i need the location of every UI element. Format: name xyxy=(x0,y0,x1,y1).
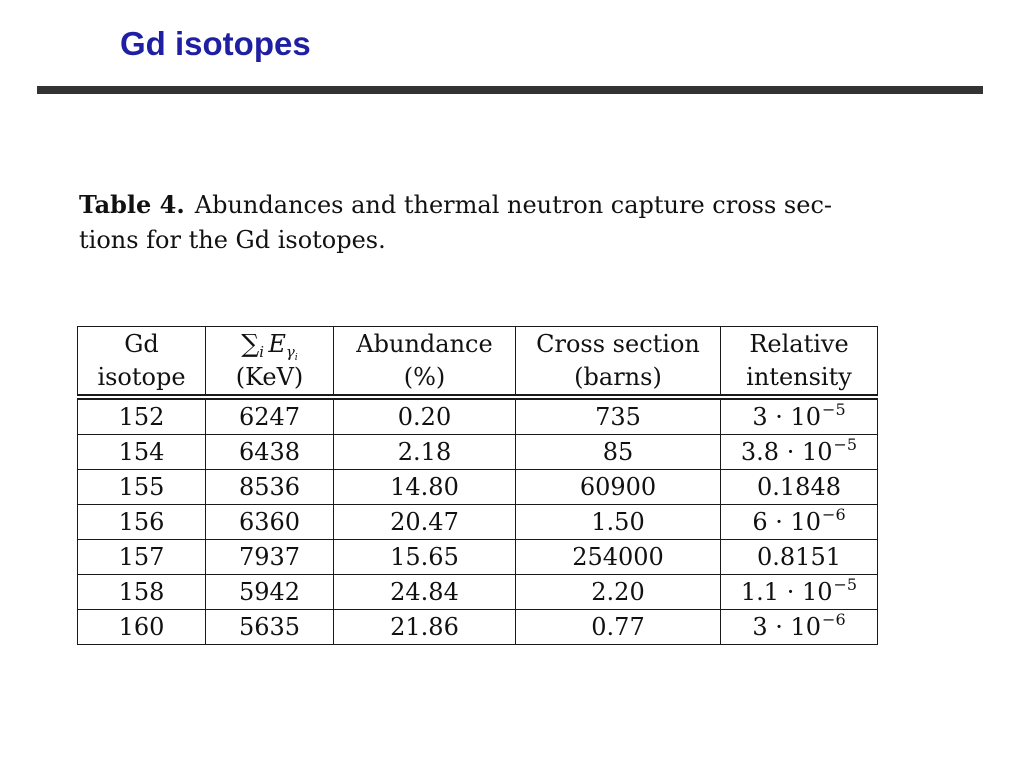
summation-index: i xyxy=(259,343,265,362)
table-row xyxy=(78,397,878,435)
cell-energy: 8536 xyxy=(206,470,334,505)
table-row xyxy=(78,435,878,470)
header-isotope xyxy=(78,327,206,398)
cell-relative-intensity xyxy=(721,610,878,645)
cell-cross-section: 735 xyxy=(516,397,721,435)
title-divider xyxy=(37,86,983,94)
cell-energy: 7937 xyxy=(206,540,334,575)
cell-cross-section: 85 xyxy=(516,435,721,470)
table-header xyxy=(78,327,878,398)
header-line-2: isotope xyxy=(97,362,186,391)
cell-cross-section: 2.20 xyxy=(516,575,721,610)
caption-line-2: tions for the Gd isotopes. xyxy=(79,226,386,254)
cell-abundance: 14.80 xyxy=(334,470,516,505)
cell-energy: 5942 xyxy=(206,575,334,610)
table-row xyxy=(78,610,878,645)
cell-abundance: 24.84 xyxy=(334,575,516,610)
cell-isotope: 152 xyxy=(78,397,206,435)
header-line-1: Gd xyxy=(124,329,159,358)
intensity-value: 0.1848 xyxy=(757,473,841,501)
cell-abundance: 15.65 xyxy=(334,540,516,575)
isotope-table xyxy=(77,326,878,645)
cell-isotope: 154 xyxy=(78,435,206,470)
gamma-index: i xyxy=(294,352,298,364)
cell-cross-section: 254000 xyxy=(516,540,721,575)
header-line-1: Abundance xyxy=(356,329,493,358)
cell-cross-section: 60900 xyxy=(516,470,721,505)
header-line-2: (%) xyxy=(403,362,446,391)
cell-isotope: 156 xyxy=(78,505,206,540)
table-body xyxy=(78,397,878,645)
cell-isotope: 158 xyxy=(78,575,206,610)
intensity-value: 3.8 · 10 xyxy=(740,438,833,466)
header-cross-section xyxy=(516,327,721,398)
header-line-1 xyxy=(206,327,333,364)
cell-isotope: 155 xyxy=(78,470,206,505)
cell-energy: 6247 xyxy=(206,397,334,435)
intensity-value: 6 · 10 xyxy=(752,508,822,536)
table-caption xyxy=(79,187,832,258)
caption-label: Table 4. xyxy=(79,190,185,219)
cell-relative-intensity xyxy=(721,470,878,505)
intensity-exponent: −5 xyxy=(833,575,858,594)
header-energy-sum xyxy=(206,327,334,398)
cell-relative-intensity xyxy=(721,505,878,540)
intensity-value: 0.8151 xyxy=(757,543,841,571)
intensity-value: 1.1 · 10 xyxy=(740,578,833,606)
cell-abundance: 20.47 xyxy=(334,505,516,540)
cell-abundance: 21.86 xyxy=(334,610,516,645)
table-header-row xyxy=(78,327,878,398)
header-line-2: (barns) xyxy=(574,362,662,391)
gamma-symbol: γ xyxy=(285,343,295,362)
energy-subscript xyxy=(285,343,298,364)
summation-symbol: ∑ xyxy=(241,329,260,358)
energy-symbol: E xyxy=(268,330,286,358)
cell-relative-intensity xyxy=(721,540,878,575)
intensity-exponent: −6 xyxy=(822,505,846,524)
intensity-exponent: −6 xyxy=(822,610,846,629)
cell-relative-intensity xyxy=(721,435,878,470)
cell-energy: 6438 xyxy=(206,435,334,470)
cell-relative-intensity xyxy=(721,575,878,610)
caption-text-1: Abundances and thermal neutron capture cross sec- xyxy=(194,191,832,219)
table-row xyxy=(78,540,878,575)
header-relative-intensity xyxy=(721,327,878,398)
intensity-exponent: −5 xyxy=(833,435,858,454)
header-line-1: Cross section xyxy=(536,329,700,358)
table-row xyxy=(78,505,878,540)
cell-relative-intensity xyxy=(721,397,878,435)
cell-energy: 6360 xyxy=(206,505,334,540)
caption-line-1 xyxy=(79,187,832,223)
header-line-2: intensity xyxy=(746,362,852,391)
table-row xyxy=(78,470,878,505)
cell-isotope: 157 xyxy=(78,540,206,575)
cell-energy: 5635 xyxy=(206,610,334,645)
cell-abundance: 0.20 xyxy=(334,397,516,435)
header-line-2: (KeV) xyxy=(235,363,304,391)
cell-isotope: 160 xyxy=(78,610,206,645)
intensity-value: 3 · 10 xyxy=(752,613,822,641)
cell-cross-section: 0.77 xyxy=(516,610,721,645)
header-line-1: Relative xyxy=(749,329,849,358)
intensity-exponent: −5 xyxy=(822,400,846,419)
table-row xyxy=(78,575,878,610)
cell-cross-section: 1.50 xyxy=(516,505,721,540)
cell-abundance: 2.18 xyxy=(334,435,516,470)
header-abundance xyxy=(334,327,516,398)
intensity-value: 3 · 10 xyxy=(752,403,822,431)
slide-title: Gd isotopes xyxy=(120,25,311,62)
